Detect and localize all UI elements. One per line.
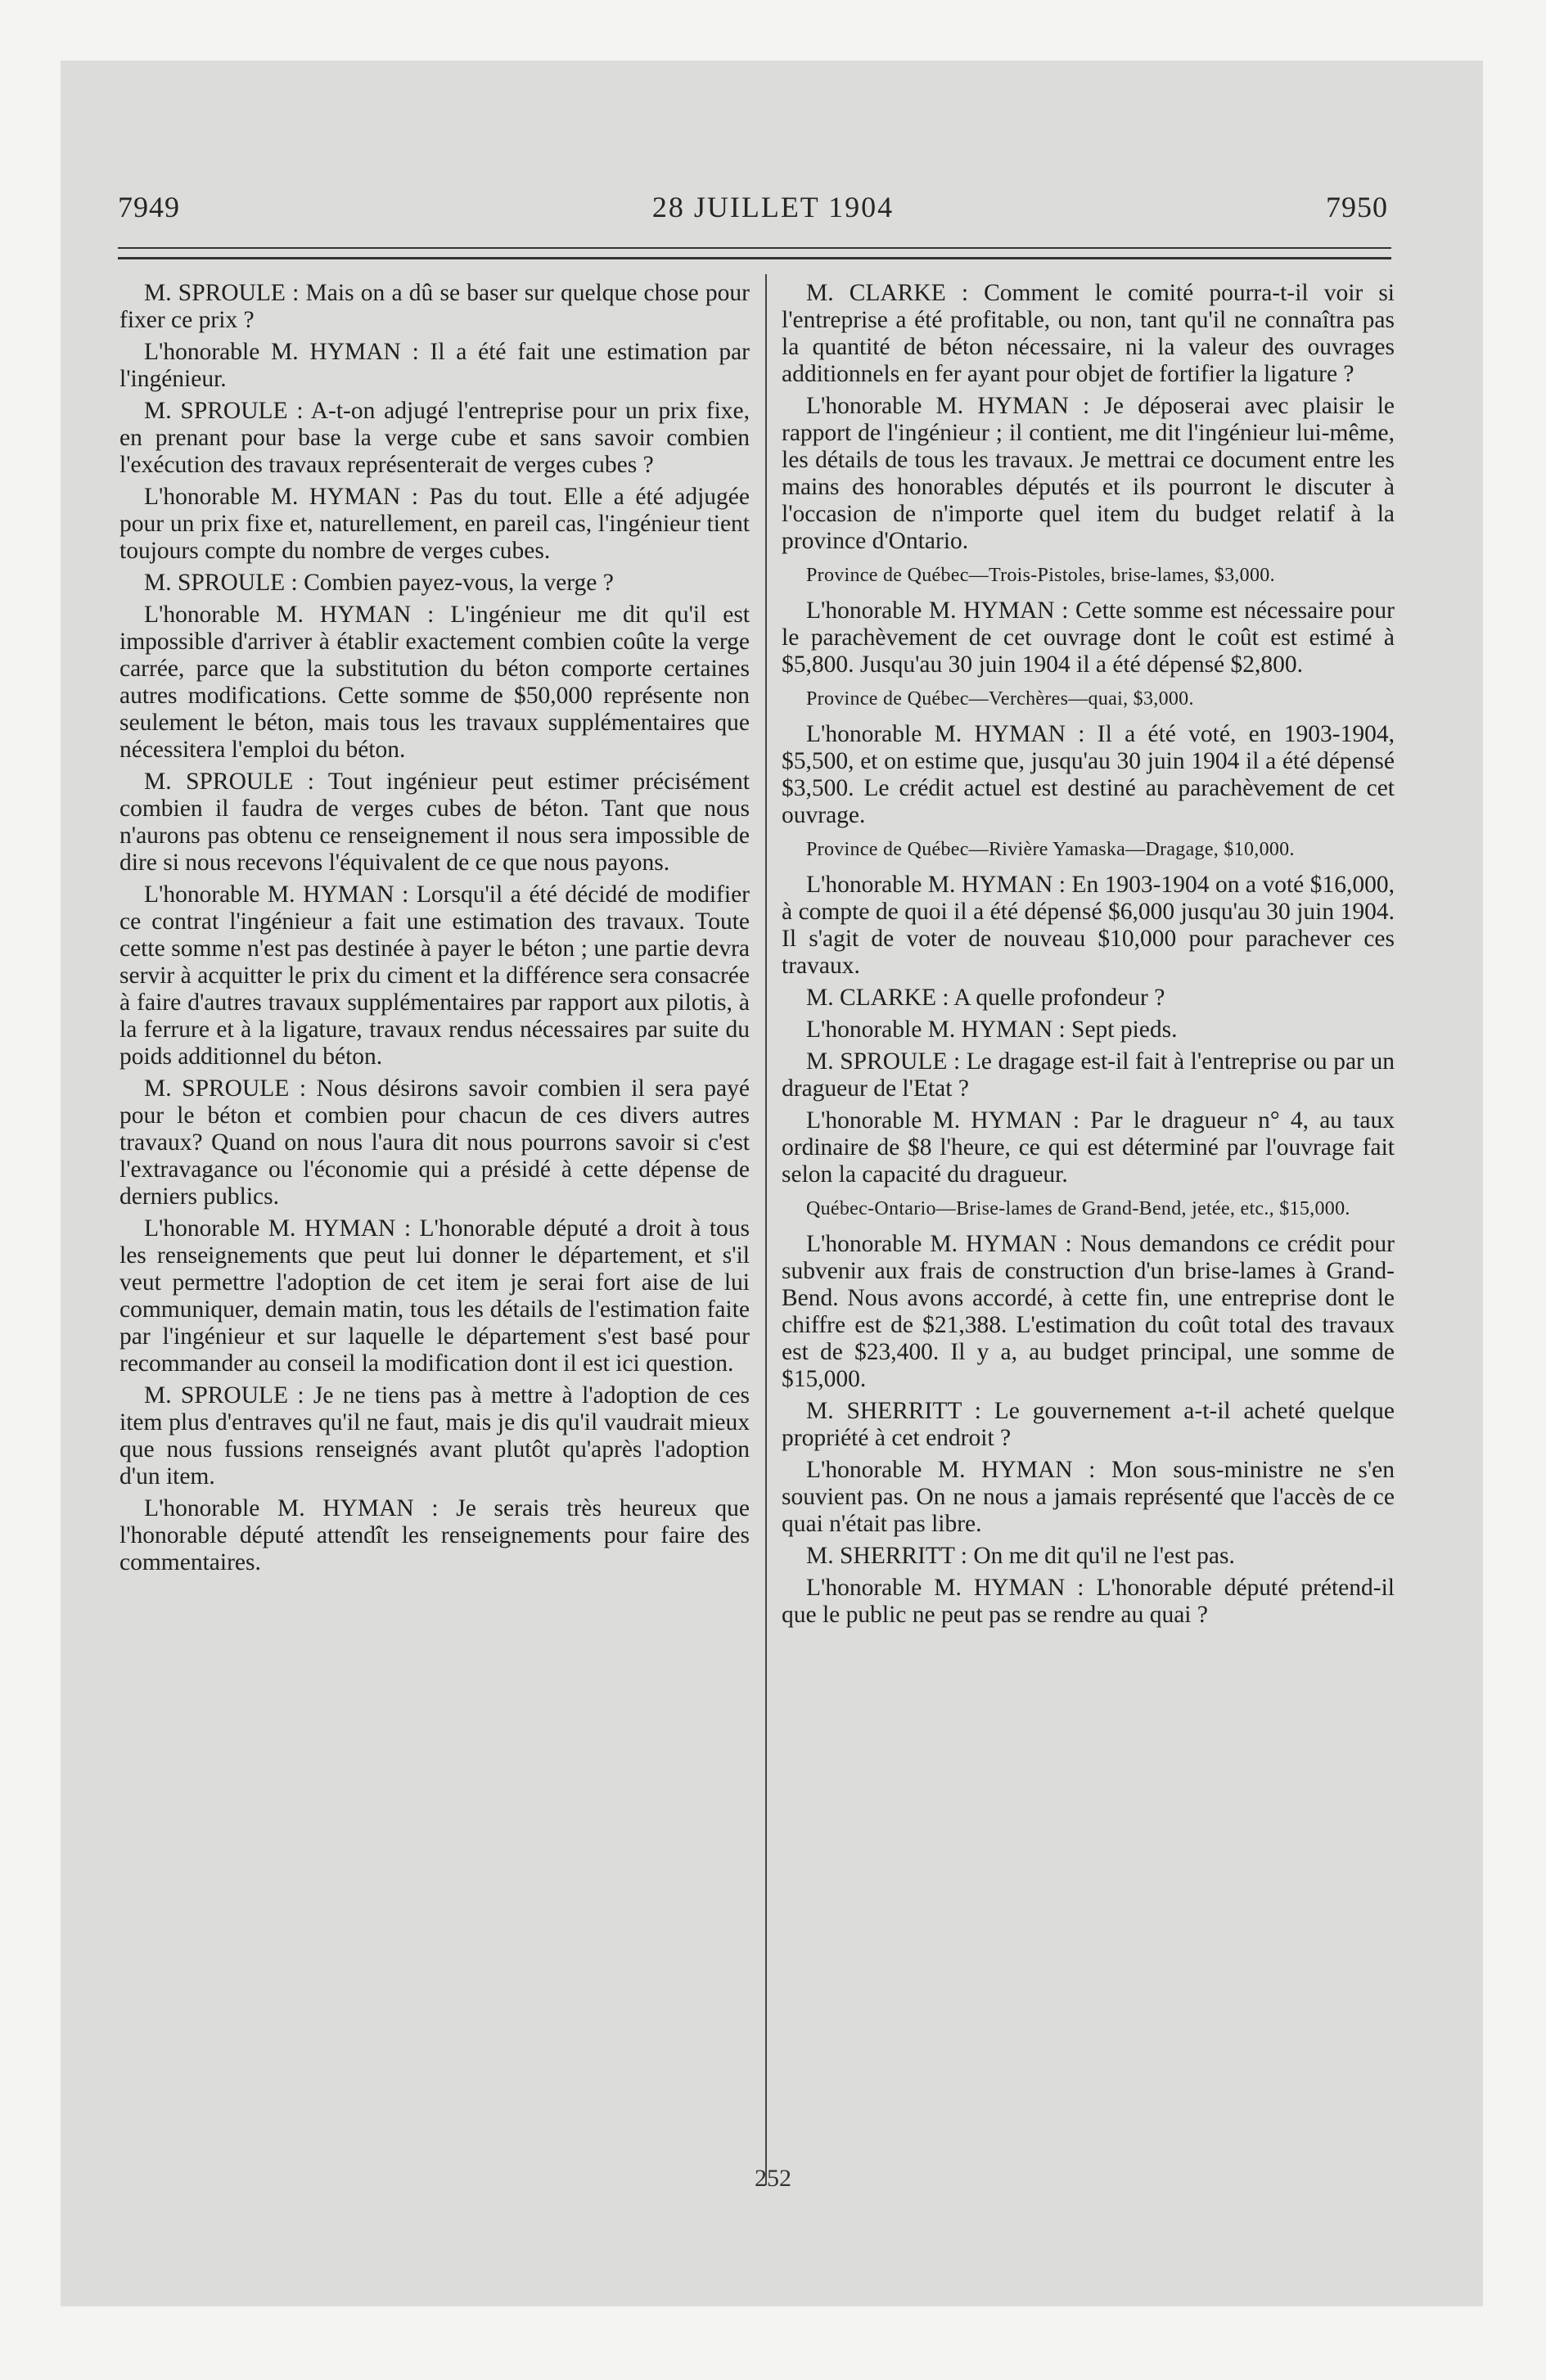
paragraph: L'honorable M. HYMAN : Mon sous-ministre ne s'en souvient pas. On ne nous a jamais représenté que l'accès de ce quai n'était pas libre. (782, 1457, 1395, 1537)
page-number-right: 7950 (1326, 191, 1388, 223)
paragraph: L'honorable M. HYMAN : Nous demandons ce crédit pour subvenir aux frais de construction d'un brise-lames à Grand-Bend. Nous avons accordé, à cette fin, une entreprise dont le chiffre est de $21,388. L'estimation du coût total des travaux est de $23,400. Il y a, au budget principal, une somme de $15,000. (782, 1231, 1395, 1392)
paragraph: L'honorable M. HYMAN : Il a été fait une estimation par l'ingénieur. (119, 339, 750, 392)
paragraph: L'honorable M. HYMAN : Sept pieds. (806, 1016, 1178, 1043)
paragraph: M. SPROULE : Combien payez-vous, la verge ? (144, 570, 614, 596)
right-column (782, 280, 1395, 1634)
paragraph: M. CLARKE : A quelle profondeur ? (806, 985, 1165, 1011)
paragraph: L'honorable M. HYMAN : Je déposerai avec plaisir le rapport de l'ingénieur ; il contient, me dit l'ingénieur lui-même, les détails de tous les travaux. Je mettrai ce document entre les mains des honorables députés et ils pourront le discuter à l'occasion de n'importe quel item du budget relatif à la province d'Ontario. (782, 393, 1395, 554)
paragraph: L'honorable M. HYMAN : Je serais très heureux que l'honorable député attendît les renseignements pour faire des commentaires. (119, 1495, 750, 1575)
paragraph: L'honorable M. HYMAN : Pas du tout. Elle a été adjugée pour un prix fixe et, naturellement, en pareil cas, l'ingénieur tient toujours compte du nombre de verges cubes. (119, 484, 750, 564)
budget-item-heading: Province de Québec—Rivière Yamaska—Dragage, $10,000. (806, 839, 1295, 860)
paragraph: L'honorable M. HYMAN : Lorsqu'il a été décidé de modifier ce contrat l'ingénieur a fait une estimation des travaux. Toute cette somme n'est pas destinée à payer le béton ; une partie devra servir à acquitter le prix du ciment et la différence sera consacrée à faire d'autres travaux supplémentaires par rapport aux pilotis, à la ferrure et à la ligature, travaux rendus nécessaires par suite du poids additionnel du béton. (119, 881, 750, 1070)
page-number-left: 7949 (118, 191, 180, 223)
paragraph: M. SPROULE : Le dragage est-il fait à l'entreprise ou par un dragueur de l'Etat ? (782, 1048, 1395, 1102)
paragraph: L'honorable M. HYMAN : Cette somme est nécessaire pour le parachèvement de cet ouvrage dont le coût est estimé à $5,800. Jusqu'au 30 juin 1904 il a été dépensé $2,800. (782, 597, 1395, 678)
column-divider (765, 274, 767, 2185)
paragraph: M. SPROULE : Nous désirons savoir combien il sera payé pour le béton et combien pour chacun de ces divers autres travaux? Quand on nous l'aura dit nous pourrons savoir si c'est l'extravagance ou l'économie qui a présidé à cette dépense de derniers publics. (119, 1075, 750, 1210)
paragraph: M. SPROULE : Mais on a dû se baser sur quelque chose pour fixer ce prix ? (119, 280, 750, 333)
left-column (119, 280, 750, 1581)
budget-item-heading: Province de Québec—Verchères—quai, $3,000. (806, 688, 1194, 710)
page-folio: 252 (755, 2165, 791, 2192)
paragraph: L'honorable M. HYMAN : En 1903-1904 on a voté $16,000, à compte de quoi il a été dépensé $6,000 jusqu'au 30 juin 1904. Il s'agit de voter de nouveau $10,000 pour parachever ces travaux. (782, 872, 1395, 979)
paragraph: M. SHERRITT : On me dit qu'il ne l'est pas. (806, 1543, 1235, 1569)
paragraph: M. CLARKE : Comment le comité pourra-t-il voir si l'entreprise a été profitable, ou non, tant qu'il ne connaîtra pas la quantité de béton nécessaire, ni la valeur des ouvrages additionnels en fer ayant pour objet de fortifier la ligature ? (782, 280, 1395, 387)
paragraph: L'honorable M. HYMAN : L'honorable député prétend-il que le public ne peut pas se rendre au quai ? (782, 1575, 1395, 1628)
paragraph: M. SPROULE : A-t-on adjugé l'entreprise pour un prix fixe, en prenant pour base la verge cube et sans savoir combien l'exécution des travaux représenterait de verges cubes ? (119, 398, 750, 478)
budget-item-heading: Québec-Ontario—Brise-lames de Grand-Bend, jetée, etc., $15,000. (806, 1198, 1350, 1219)
paragraph: L'honorable M. HYMAN : Il a été voté, en 1903-1904, $5,500, et on estime que, jusqu'au 30 juin 1904 il a été dépensé $3,500. Le crédit actuel est destiné au parachèvement de cet ouvrage. (782, 721, 1395, 828)
paragraph: M. SPROULE : Je ne tiens pas à mettre à l'adoption de ces item plus d'entraves qu'il ne faut, mais je dis qu'il vaudrait mieux que nous fussions renseignés avant plutôt qu'après l'adoption d'un item. (119, 1382, 750, 1490)
page-date-title: 28 JUILLET 1904 (651, 191, 895, 223)
paragraph: L'honorable M. HYMAN : Par le dragueur n° 4, au taux ordinaire de $8 l'heure, ce qui est déterminé par l'ouvrage fait selon la capacité du dragueur. (782, 1107, 1395, 1188)
header-rule (118, 247, 1391, 249)
paragraph: L'honorable M. HYMAN : L'honorable député a droit à tous les renseignements que peut lui donner le département, et s'il veut permettre l'adoption de cet item je serai fort aise de lui communiquer, demain matin, tous les détails de l'estimation faite par l'ingénieur et sur laquelle le département s'est basé pour recommander au conseil la modification dont il est ici question. (119, 1215, 750, 1377)
paragraph: M. SHERRITT : Le gouvernement a-t-il acheté quelque propriété à cet endroit ? (782, 1398, 1395, 1451)
paragraph: L'honorable M. HYMAN : L'ingénieur me dit qu'il est impossible d'arriver à établir exactement combien coûte la verge carrée, parce que la substitution du béton comporte certaines autres modifications. Cette somme de $50,000 représente non seulement le béton, mais tous les travaux supplémentaires que nécessitera l'emploi du béton. (119, 602, 750, 763)
paragraph: M. SPROULE : Tout ingénieur peut estimer précisément combien il faudra de verges cubes de béton. Tant que nous n'aurons pas obtenu ce renseignement il nous sera impossible de dire si nous recevons l'équivalent de ce que nous payons. (119, 769, 750, 876)
budget-item-heading: Province de Québec—Trois-Pistoles, brise-lames, $3,000. (806, 565, 1275, 586)
header-rule-double (118, 257, 1391, 259)
